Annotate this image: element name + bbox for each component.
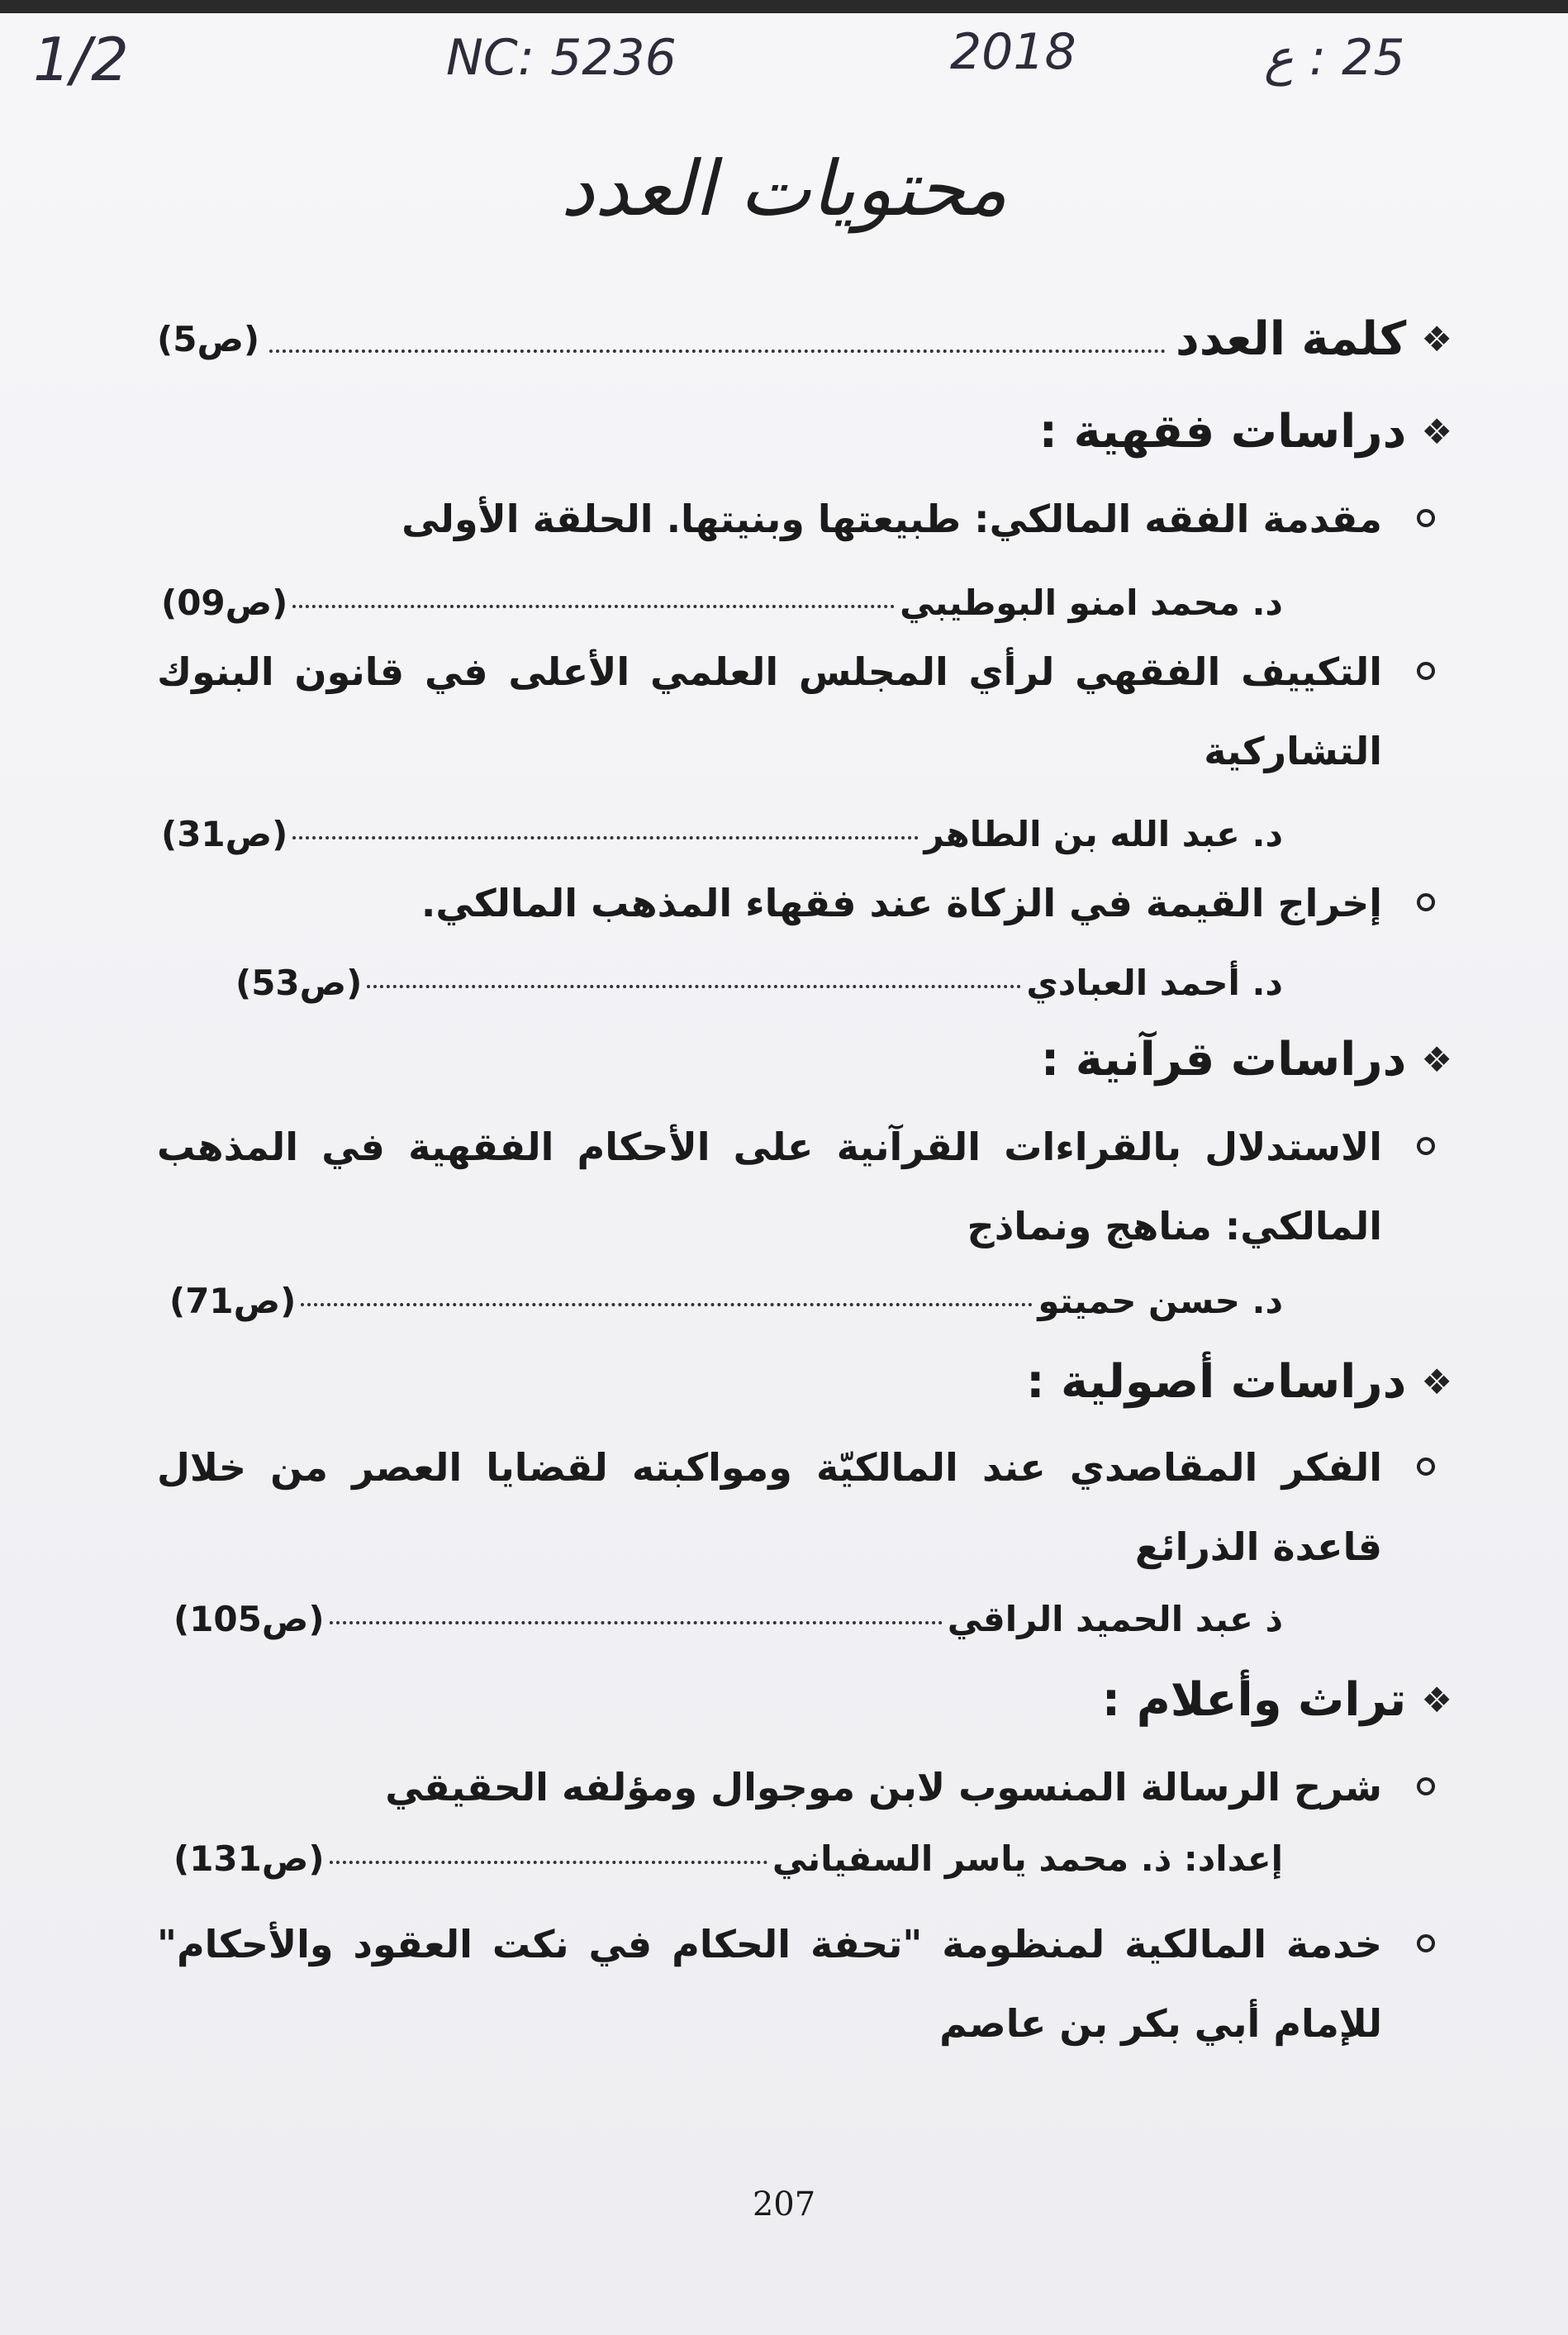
page-ref: (ص31) [161,814,288,854]
page-ref: (ص105) [173,1599,325,1639]
toc-entry [157,479,1382,559]
page-ref: (ص09) [161,583,288,623]
section-heading: دراسات فقهية : [1038,405,1407,459]
entry-title: شرح الرسالة المنسوب لابن موجوال ومؤلفه الحقيقي [385,1765,1382,1810]
entry-author: د. محمد امنو البوطيبي [900,583,1283,623]
entry-author: إعداد: ذ. محمد ياسر السفياني [772,1838,1283,1879]
section-heading: دراسات قرآنية : [1040,1033,1407,1087]
page-ref: (ص5) [157,319,260,359]
scan-top-edge [0,0,1568,13]
entry-title: مقدمة الفقه المالكي: طبيعتها وبنيتها. الحلقة الأولى [402,497,1382,541]
toc-entry [157,1748,1382,1827]
section-fiqh-studies [1039,405,1452,459]
leader-dots [367,985,1021,988]
section-heritage [1102,1673,1452,1727]
entry-author-line [161,814,1283,854]
entry-title: الفكر المقاصدي عند المالكيّة ومواكبته لقضايا العصر من خلال قاعدة الذرائع [157,1445,1382,1569]
entry-author: د. حسن حميتو [1038,1281,1283,1321]
toc-entry [157,1905,1382,2063]
handwritten-year: 2018 [950,23,1076,81]
entry-author: د. أحمد العبادي [1026,963,1283,1003]
page-number: 207 [752,2185,816,2223]
handwritten-nc-number: NC: 5236 [446,29,677,87]
leader-dots [330,1621,943,1624]
diamond-bullet-icon: ❖ [1421,319,1452,359]
entry-title: إخراج القيمة في الزكاة عند فقهاء المذهب المالكي. [421,881,1382,925]
section-editorial [157,312,1452,366]
diamond-bullet-icon: ❖ [1421,1039,1452,1080]
entry-author-line [235,963,1283,1003]
section-heading: كلمة العدد [1176,312,1407,366]
section-usul-studies [1026,1355,1452,1409]
leader-dots [292,836,919,839]
entry-title: الاستدلال بالقراءات القرآنية على الأحكام الفقهية في المذهب المالكي: مناهج ونماذج [157,1125,1382,1248]
entry-author-line [173,1599,1283,1639]
circle-bullet-icon [1417,1934,1435,1952]
page-ref: (ص131) [173,1838,325,1879]
section-heading: تراث وأعلام : [1101,1673,1407,1727]
toc-entry [157,1428,1382,1586]
entry-author-line [173,1838,1283,1879]
toc-entry [157,1107,1382,1266]
handwritten-fraction: 1/2 [33,25,129,94]
diamond-bullet-icon: ❖ [1421,1680,1452,1720]
entry-title: التكييف الفقهي لرأي المجلس العلمي الأعلى في قانون البنوك التشاركية [157,649,1382,773]
toc-entry [157,863,1382,943]
circle-bullet-icon [1417,662,1435,680]
toc-entry [157,632,1382,791]
page-ref: (ص53) [235,963,363,1003]
leader-dots [269,350,1166,353]
leader-dots [292,605,895,608]
circle-bullet-icon [1417,1458,1435,1476]
entry-author: ذ عبد الحميد الراقي [947,1599,1283,1639]
entry-author-line [161,583,1283,623]
entry-title: خدمة المالكية لمنظومة "تحفة الحكام في نكت العقود والأحكام" للإمام أبي بكر بن عاصم [157,1922,1382,2046]
page-title: محتويات العدد [560,145,1008,233]
diamond-bullet-icon: ❖ [1421,1362,1452,1402]
diamond-bullet-icon: ❖ [1421,411,1452,452]
section-heading: دراسات أصولية : [1026,1355,1407,1409]
leader-dots [330,1861,767,1864]
circle-bullet-icon [1417,1777,1435,1795]
circle-bullet-icon [1417,509,1435,527]
circle-bullet-icon [1417,893,1435,911]
leader-dots [301,1303,1033,1306]
page-ref: (ص71) [169,1281,297,1321]
entry-author-line [169,1281,1283,1321]
circle-bullet-icon [1417,1137,1435,1155]
section-quranic-studies [1041,1033,1452,1087]
handwritten-issue: 25 : ع [1264,29,1405,87]
entry-author: د. عبد الله بن الطاهر [924,814,1283,854]
